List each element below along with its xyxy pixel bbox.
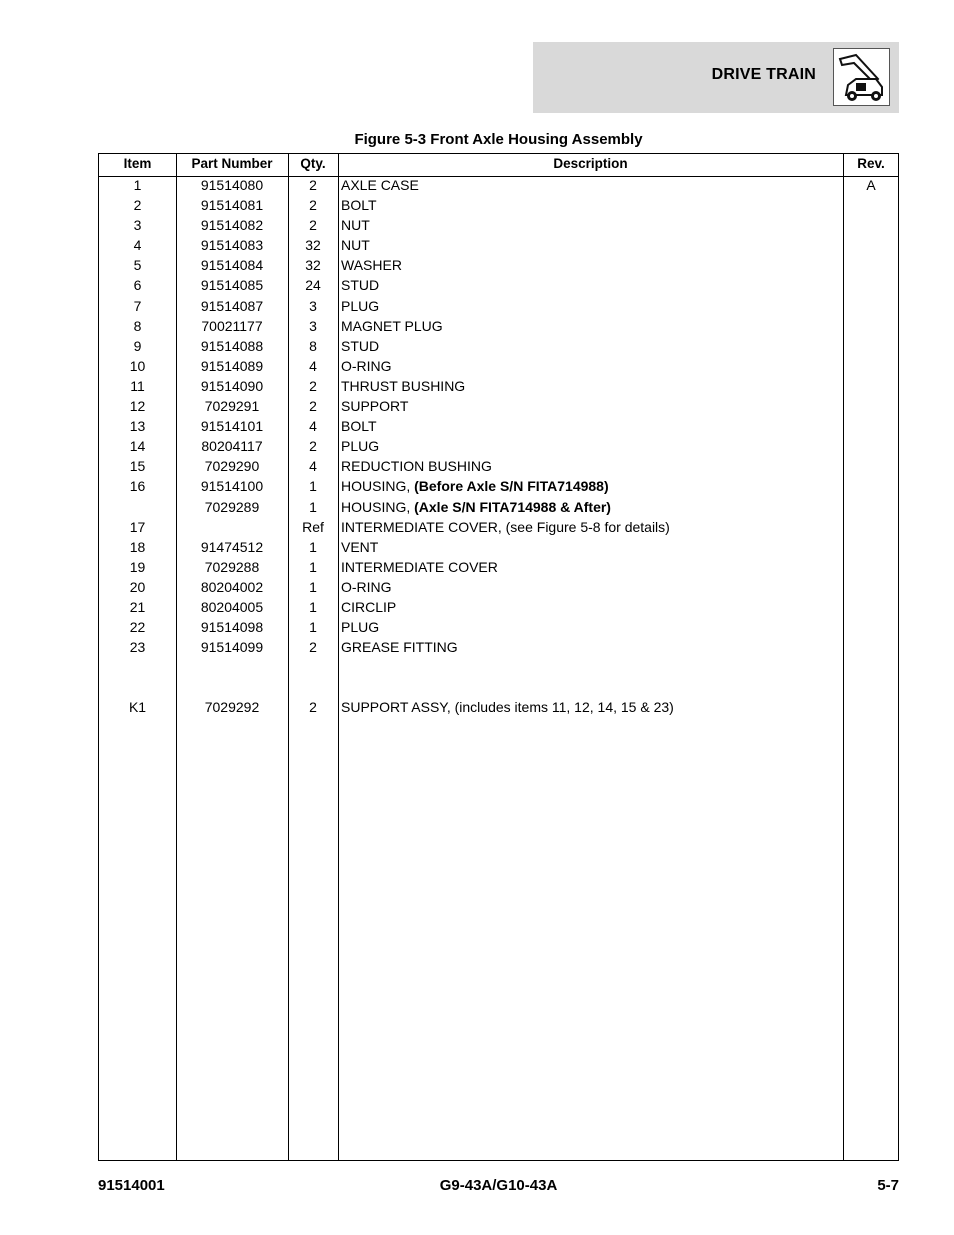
qty-cell: 1 bbox=[309, 578, 317, 595]
description-text: REDUCTION BUSHING bbox=[341, 458, 492, 475]
qty-cell: 1 bbox=[309, 538, 317, 555]
description-text: VENT bbox=[341, 538, 379, 555]
parts-table bbox=[98, 153, 899, 1161]
table-row bbox=[99, 255, 898, 275]
part-number-cell: 91514090 bbox=[200, 377, 264, 394]
description-text: O-RING bbox=[341, 578, 392, 595]
column-header-qty: Qty. bbox=[300, 156, 326, 171]
description-text: SUPPORT ASSY, (includes items 11, 12, 14, 15 & 23) bbox=[341, 699, 674, 716]
part-number-cell: 91514082 bbox=[200, 217, 264, 234]
item-cell: 18 bbox=[129, 538, 146, 555]
description-text: PLUG bbox=[341, 438, 380, 455]
item-cell: 10 bbox=[129, 357, 146, 374]
description-cell bbox=[341, 697, 841, 717]
qty-cell: 1 bbox=[309, 558, 317, 575]
item-cell: 4 bbox=[133, 237, 142, 254]
table-row bbox=[99, 376, 898, 396]
table-row bbox=[99, 517, 898, 537]
table-row bbox=[99, 657, 898, 677]
description-serial-note: (Axle S/N FITA714988 & After) bbox=[414, 498, 611, 515]
rev-cell: A bbox=[866, 177, 876, 193]
part-number-cell: 91514084 bbox=[200, 257, 264, 274]
item-cell: 3 bbox=[133, 217, 142, 234]
item-cell: 17 bbox=[129, 518, 146, 535]
description-text: PLUG bbox=[341, 619, 380, 636]
description-cell bbox=[341, 336, 841, 356]
part-number-cell: 70021177 bbox=[201, 317, 263, 334]
part-number-cell: 91514081 bbox=[200, 197, 264, 214]
qty-cell: 3 bbox=[309, 317, 317, 334]
description-text: BOLT bbox=[341, 197, 377, 214]
item-cell: 8 bbox=[133, 317, 142, 334]
description-cell bbox=[341, 537, 841, 557]
description-text: HOUSING, bbox=[341, 498, 415, 515]
table-row bbox=[99, 597, 898, 617]
qty-cell: 4 bbox=[309, 458, 317, 475]
description-cell bbox=[341, 275, 841, 295]
description-cell bbox=[341, 476, 841, 496]
description-text: MAGNET PLUG bbox=[341, 317, 443, 334]
item-cell: 7 bbox=[133, 297, 142, 314]
item-cell: K1 bbox=[128, 699, 147, 716]
description-text: CIRCLIP bbox=[341, 598, 397, 615]
description-cell bbox=[341, 577, 841, 597]
description-cell bbox=[341, 436, 841, 456]
description-text: NUT bbox=[341, 217, 370, 234]
table-row bbox=[99, 497, 898, 517]
part-number-cell: 91514087 bbox=[200, 297, 264, 314]
part-number-cell: 91514089 bbox=[200, 357, 264, 374]
part-number-cell: 91514101 bbox=[200, 418, 264, 435]
description-cell bbox=[341, 296, 841, 316]
description-text: WASHER bbox=[341, 257, 402, 274]
description-cell bbox=[341, 195, 841, 215]
description-cell bbox=[341, 215, 841, 235]
telehandler-icon bbox=[833, 48, 890, 106]
item-cell: 23 bbox=[129, 639, 146, 656]
item-cell: 13 bbox=[129, 418, 146, 435]
part-number-cell: 7029292 bbox=[204, 699, 260, 716]
part-number-cell: 91514098 bbox=[200, 619, 264, 636]
description-text: STUD bbox=[341, 337, 380, 354]
table-row bbox=[99, 456, 898, 476]
description-cell bbox=[341, 617, 841, 637]
description-text: O-RING bbox=[341, 357, 392, 374]
qty-cell: Ref bbox=[302, 518, 324, 535]
part-number-cell: 91514080 bbox=[200, 177, 264, 193]
part-number-cell: 91474512 bbox=[200, 538, 264, 555]
table-row bbox=[99, 416, 898, 436]
description-cell bbox=[341, 175, 841, 195]
item-cell: 20 bbox=[129, 578, 146, 595]
part-number-cell: 91514100 bbox=[200, 478, 264, 495]
table-body bbox=[99, 175, 898, 718]
qty-cell: 2 bbox=[309, 438, 317, 455]
description-text: NUT bbox=[341, 237, 370, 254]
part-number-cell: 7029288 bbox=[204, 558, 260, 575]
table-row bbox=[99, 476, 898, 496]
description-cell bbox=[341, 235, 841, 255]
table-row bbox=[99, 677, 898, 697]
description-cell bbox=[341, 637, 841, 657]
section-title: DRIVE TRAIN bbox=[711, 66, 816, 83]
qty-cell: 2 bbox=[309, 398, 317, 415]
item-cell: 21 bbox=[129, 598, 146, 615]
table-row bbox=[99, 537, 898, 557]
table-row bbox=[99, 356, 898, 376]
description-cell bbox=[341, 557, 841, 577]
column-header-rev: Rev. bbox=[857, 156, 885, 171]
table-row bbox=[99, 577, 898, 597]
table-row bbox=[99, 275, 898, 295]
part-number-cell: 91514083 bbox=[200, 237, 264, 254]
qty-cell: 1 bbox=[309, 498, 317, 515]
table-row bbox=[99, 637, 898, 657]
qty-cell: 2 bbox=[309, 377, 317, 394]
qty-cell: 4 bbox=[309, 357, 317, 374]
item-cell: 15 bbox=[129, 458, 146, 475]
table-row bbox=[99, 396, 898, 416]
part-number-cell: 7029291 bbox=[204, 398, 260, 415]
table-row bbox=[99, 617, 898, 637]
description-cell bbox=[341, 517, 841, 537]
description-text: THRUST BUSHING bbox=[341, 377, 466, 394]
qty-cell: 3 bbox=[309, 297, 317, 314]
item-cell: 11 bbox=[130, 377, 145, 394]
part-number-cell: 80204005 bbox=[200, 598, 264, 615]
item-cell: 6 bbox=[133, 277, 142, 294]
item-cell: 1 bbox=[133, 177, 142, 193]
description-text: HOUSING, bbox=[341, 478, 415, 495]
qty-cell: 2 bbox=[309, 639, 317, 656]
column-header-part-number: Part Number bbox=[191, 156, 273, 171]
part-number-cell: 91514088 bbox=[200, 337, 264, 354]
footer-document-number: 91514001 bbox=[98, 1177, 165, 1194]
qty-cell: 32 bbox=[305, 257, 321, 274]
table-row bbox=[99, 296, 898, 316]
column-header-description: Description bbox=[553, 156, 628, 171]
qty-cell: 2 bbox=[309, 699, 317, 716]
item-cell: 22 bbox=[129, 619, 146, 636]
description-serial-note: (Before Axle S/N FITA714988) bbox=[414, 478, 609, 495]
description-text: BOLT bbox=[341, 418, 377, 435]
description-cell bbox=[341, 255, 841, 275]
qty-cell: 2 bbox=[309, 177, 317, 193]
part-number-cell: 80204002 bbox=[200, 578, 264, 595]
part-number-cell: 80204117 bbox=[201, 438, 263, 455]
table-row bbox=[99, 557, 898, 577]
figure-title: Figure 5-3 Front Axle Housing Assembly bbox=[354, 131, 643, 148]
qty-cell: 4 bbox=[309, 418, 317, 435]
description-text: INTERMEDIATE COVER, (see Figure 5-8 for details) bbox=[341, 518, 670, 535]
description-text: INTERMEDIATE COVER bbox=[341, 558, 498, 575]
table-row bbox=[99, 195, 898, 215]
item-cell: 5 bbox=[133, 257, 142, 274]
description-cell bbox=[341, 356, 841, 376]
item-cell: 19 bbox=[129, 558, 146, 575]
table-row bbox=[99, 316, 898, 336]
part-number-cell: 7029289 bbox=[204, 498, 260, 515]
qty-cell: 1 bbox=[309, 478, 317, 495]
description-cell bbox=[341, 376, 841, 396]
item-cell: 16 bbox=[129, 478, 146, 495]
table-row bbox=[99, 175, 898, 195]
table-row bbox=[99, 436, 898, 456]
item-cell: 9 bbox=[133, 337, 142, 354]
qty-cell: 1 bbox=[309, 619, 317, 636]
description-cell bbox=[341, 416, 841, 436]
qty-cell: 2 bbox=[309, 217, 317, 234]
table-row bbox=[99, 235, 898, 255]
section-header bbox=[533, 42, 899, 113]
table-row bbox=[99, 697, 898, 717]
description-cell bbox=[341, 316, 841, 336]
description-cell bbox=[341, 497, 841, 517]
description-cell bbox=[341, 456, 841, 476]
qty-cell: 1 bbox=[309, 598, 317, 615]
qty-cell: 32 bbox=[305, 237, 321, 254]
item-cell: 14 bbox=[129, 438, 146, 455]
footer-page-number: 5-7 bbox=[877, 1177, 899, 1194]
qty-cell: 8 bbox=[309, 337, 317, 354]
qty-cell: 2 bbox=[309, 197, 317, 214]
qty-cell: 24 bbox=[305, 277, 321, 294]
description-text: SUPPORT bbox=[341, 398, 409, 415]
description-text: PLUG bbox=[341, 297, 380, 314]
part-number-cell: 7029290 bbox=[204, 458, 260, 475]
description-cell bbox=[341, 597, 841, 617]
item-cell: 2 bbox=[133, 197, 142, 214]
item-cell: 12 bbox=[129, 398, 146, 415]
description-cell bbox=[341, 396, 841, 416]
part-number-cell: 91514085 bbox=[200, 277, 264, 294]
column-header-item: Item bbox=[123, 156, 152, 171]
footer-model: G9-43A/G10-43A bbox=[439, 1177, 558, 1194]
part-number-cell: 91514099 bbox=[200, 639, 264, 656]
description-text: STUD bbox=[341, 277, 380, 294]
table-row bbox=[99, 215, 898, 235]
description-text: AXLE CASE bbox=[341, 177, 419, 193]
description-text: GREASE FITTING bbox=[341, 639, 458, 656]
table-row bbox=[99, 336, 898, 356]
